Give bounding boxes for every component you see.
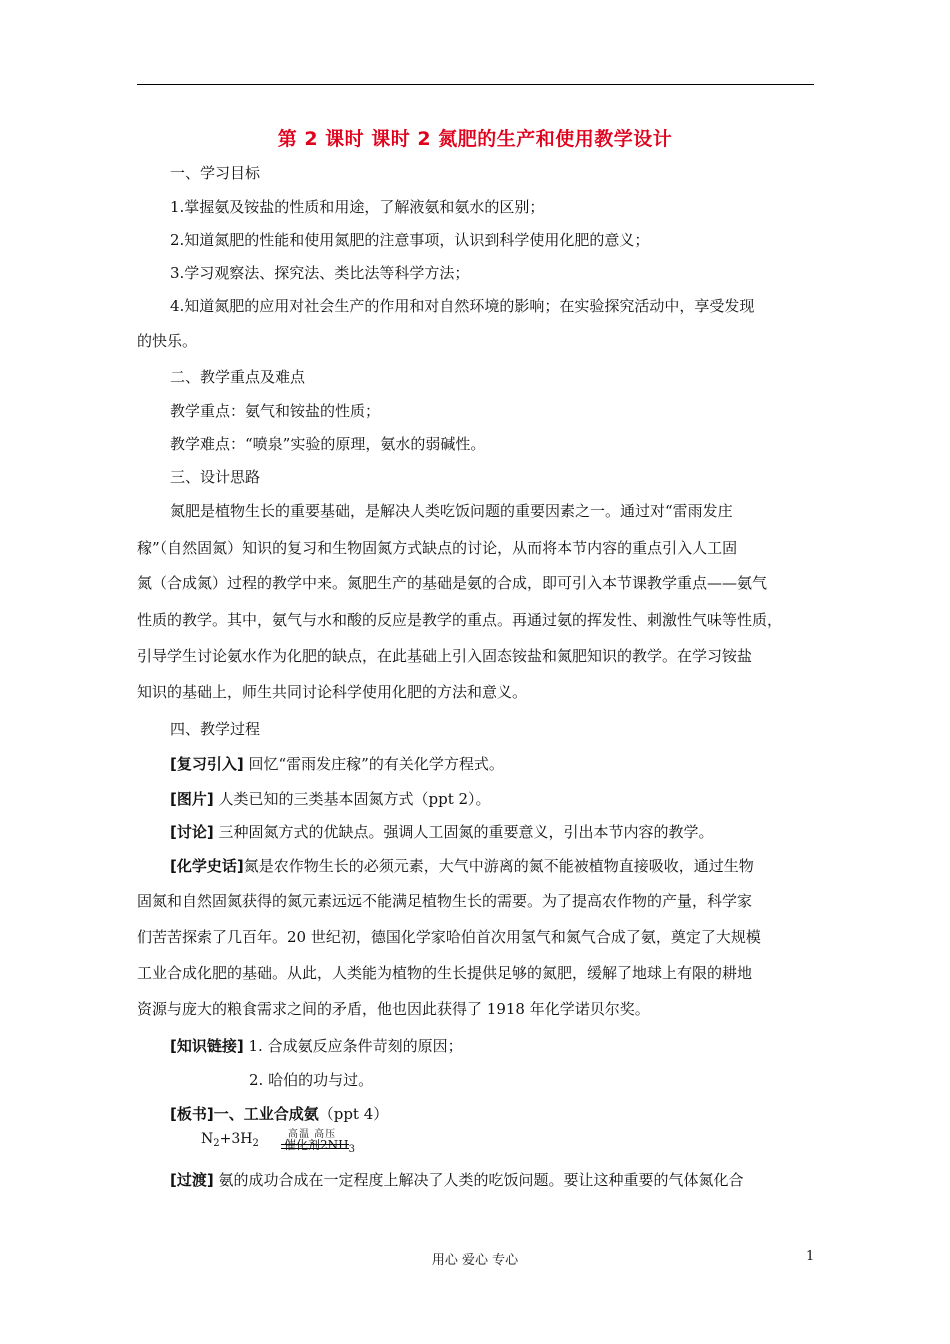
- doc-title: 第 2 课时 课时 2 氮肥的生产和使用教学设计: [277, 128, 673, 150]
- process-item: [170, 789, 491, 809]
- process-item-cont: 2. 哈伯的功与过。: [249, 1071, 374, 1089]
- tag-label: [复习引入]: [170, 755, 244, 773]
- paragraph-line: 工业合成化肥的基础。从此，人类能为植物的生长提供足够的氮肥，缓解了地球上有限的耕地: [137, 964, 753, 982]
- equation-catalyst-products: 催化剂$2NH_3$: [284, 1138, 355, 1155]
- section-heading-design: 三、设计思路: [170, 468, 261, 486]
- process-item: [170, 1104, 388, 1124]
- process-text: 1. 合成氨反应条件苛刻的原因；: [243, 1037, 463, 1055]
- tag-label: [过渡]: [170, 1171, 214, 1189]
- paragraph-line: 们苦苦探索了几百年。20 世纪初，德国化学家哈伯首次用氢气和氮气合成了氨，奠定了大规模: [137, 928, 761, 946]
- process-item: [170, 1036, 463, 1056]
- process-text: 三种固氮方式的优缺点。强调人工固氮的重要意义，引出本节内容的教学。: [213, 823, 714, 841]
- page-number: 1: [806, 1249, 815, 1264]
- equation-conditions: 高温 高压: [288, 1129, 337, 1140]
- process-text: 氮是农作物生长的必须元素，大气中游离的氮不能被植物直接吸收，通过生物: [243, 857, 754, 875]
- paragraph-line: 性质的教学。其中，氨气与水和酸的反应是教学的重点。再通过氨的挥发性、刺激性气味等性质，: [137, 611, 783, 629]
- paragraph-line: 资源与庞大的粮食需求之间的矛盾，他也因此获得了 1918 年化学诺贝尔奖。: [137, 1000, 650, 1018]
- goal-item: 2.知道氮肥的性能和使用氮肥的注意事项，认识到科学使用化肥的意义；: [170, 231, 650, 249]
- tag-label: [知识链接]: [170, 1037, 244, 1055]
- process-text: 人类已知的三类基本固氮方式（ppt 2）。: [213, 790, 491, 808]
- tag-label: [图片]: [170, 790, 214, 808]
- process-item: [170, 856, 754, 876]
- paragraph-line: 固氮和自然固氮获得的氮元素远远不能满足植物生长的需要。为了提高农作物的产量，科学家: [137, 892, 753, 910]
- section-heading-process: 四、教学过程: [170, 720, 261, 738]
- section-heading-goals: 一、学习目标: [170, 164, 261, 182]
- paragraph-line: 氮（合成氮）过程的教学中来。氮肥生产的基础是氨的合成，即可引入本节课教学重点——氨气: [137, 574, 768, 592]
- paragraph-line: 稼”（自然固氮）知识的复习和生物固氮方式缺点的讨论，从而将本节内容的重点引入人工固: [137, 539, 738, 557]
- tag-label: [板书]一、工业合成氨: [170, 1105, 319, 1123]
- goal-item: 1.掌握氨及铵盐的性质和用途，了解液氨和氨水的区别；: [170, 198, 545, 216]
- goal-item-cont: 的快乐。: [137, 332, 198, 350]
- section-heading-key: 二、教学重点及难点: [170, 368, 306, 386]
- goal-item: 3.学习观察法、探究法、类比法等科学方法；: [170, 264, 470, 282]
- key-point: 教学重点：氨气和铵盐的性质；: [170, 402, 381, 420]
- process-item: [170, 822, 714, 842]
- paragraph-line: 引导学生讨论氨水作为化肥的缺点，在此基础上引入固态铵盐和氮肥知识的教学。在学习铵盐: [137, 647, 753, 665]
- process-item: [170, 1170, 744, 1190]
- paragraph-line: 氮肥是植物生长的重要基础，是解决人类吃饭问题的重要因素之一。通过对“雷雨发庄: [170, 502, 733, 520]
- goal-item: 4.知道氮肥的应用对社会生产的作用和对自然环境的影响；在实验探究活动中，享受发现: [170, 297, 755, 315]
- tag-label: [讨论]: [170, 823, 214, 841]
- process-text: 氨的成功合成在一定程度上解决了人类的吃饭问题。要让这种重要的气体氮化合: [213, 1171, 744, 1189]
- equation-reactants: $N_2+3H_2$: [201, 1131, 259, 1149]
- process-item: [170, 754, 504, 774]
- page-footer: 用心 爱心 专心: [431, 1253, 519, 1268]
- paragraph-line: 知识的基础上，师生共同讨论科学使用化肥的方法和意义。: [137, 683, 528, 701]
- process-text: （ppt 4）: [318, 1105, 389, 1123]
- process-text: 回忆“雷雨发庄稼”的有关化学方程式。: [243, 755, 504, 773]
- tag-label: [化学史话]: [170, 857, 244, 875]
- header-rule: [137, 84, 814, 85]
- difficult-point: 教学难点：“喷泉”实验的原理，氨水的弱碱性。: [170, 435, 486, 453]
